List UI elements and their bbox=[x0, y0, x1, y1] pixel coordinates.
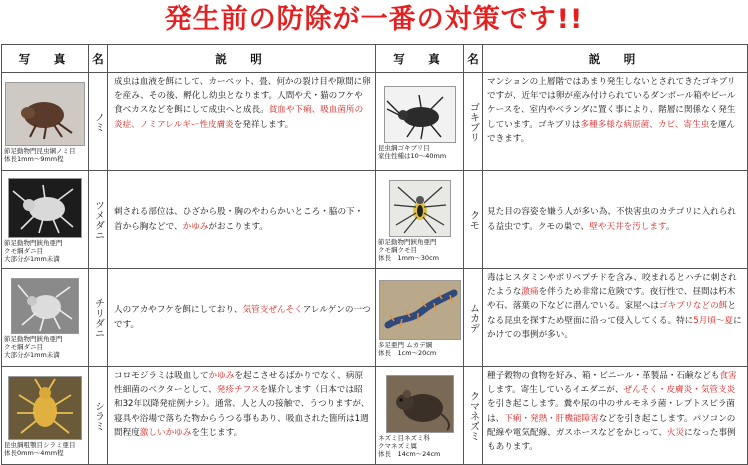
header-desc: 説 明 bbox=[108, 45, 376, 73]
desc-text: を生じます。 bbox=[191, 427, 243, 438]
desc-warning: 火災 bbox=[666, 427, 685, 438]
pest-name: シラミ bbox=[92, 400, 104, 431]
header-name: 名 bbox=[89, 45, 108, 73]
desc-text: になった事例もあります。 bbox=[487, 427, 736, 453]
caption-line: 体長 1mm〜30cm bbox=[378, 253, 439, 262]
desc-text: 刺される部位は、ひざから股・胸のやわらかいところ・脇の下・首から胸などで、 bbox=[114, 207, 364, 232]
desc-text: を伴うため非常に危険です。夜行性で、昼間は朽木や石、落葉の下などに潜んでいる。家屋へは bbox=[487, 287, 736, 312]
desc-cell bbox=[483, 73, 748, 171]
desc-warning: 多種多様な病原菌、カビ、寄生虫 bbox=[580, 119, 710, 130]
desc-text: となる昆虫を探すため壁面に沿って侵入してくる。特に bbox=[487, 301, 736, 326]
caption-line: ネズミ目ネズミ科 bbox=[378, 434, 430, 442]
pest-name: ムカデ bbox=[467, 302, 479, 333]
desc-warning: 5月頃〜夏 bbox=[693, 315, 734, 326]
photo-cell-rat bbox=[376, 367, 464, 465]
name-cell bbox=[464, 73, 483, 171]
table-row bbox=[2, 73, 748, 171]
desc-warning: 激しいかゆみ bbox=[139, 427, 192, 438]
desc-text: にかけての事例が多い。 bbox=[487, 315, 742, 340]
mite-photo bbox=[8, 178, 82, 238]
desc-cell bbox=[108, 171, 376, 269]
pest-name: クマネズミ bbox=[467, 390, 479, 441]
desc-text: を発祥します。 bbox=[233, 119, 294, 130]
name-cell bbox=[89, 73, 108, 171]
caption-line: クモ綱ダニ目 bbox=[4, 343, 43, 351]
photo-cell-flea bbox=[2, 73, 89, 171]
dust-mite-photo bbox=[11, 278, 79, 334]
louse-photo bbox=[8, 376, 82, 440]
pest-name: チリダニ bbox=[92, 297, 104, 338]
caption-line: 体長1mm〜9mm程 bbox=[4, 155, 64, 163]
spider-photo bbox=[389, 180, 451, 237]
caption-line: クマネズミ属 bbox=[378, 442, 417, 450]
desc-warning: かゆみ bbox=[208, 371, 235, 381]
desc-text: がおこります。 bbox=[208, 221, 268, 232]
caption-line: 昆虫綱咀顎目シラミ亜目 bbox=[4, 441, 76, 449]
desc-cell bbox=[483, 171, 748, 269]
caption-line: 体長0mm〜4mm程 bbox=[4, 449, 64, 457]
rat-photo bbox=[386, 375, 454, 433]
name-cell bbox=[464, 171, 483, 269]
desc-text: を引き起こします。糞や尿の中のサルモネラ菌・レプトスピラ菌は、 bbox=[487, 399, 736, 424]
photo-cell-centipede bbox=[376, 269, 464, 367]
caption-line: クモ綱クモ目 bbox=[378, 245, 417, 254]
table-row bbox=[2, 269, 748, 367]
caption-line: 家住性種は10〜40mm bbox=[378, 151, 447, 160]
pest-name: ツメダニ bbox=[92, 199, 104, 240]
table-header-row bbox=[2, 45, 748, 73]
desc-warning: 貧血や下痢、吸血菌所の炎症、ノミアレルギー性皮膚炎 bbox=[114, 105, 364, 130]
caption-line: 大部分が1mm未満 bbox=[4, 351, 60, 359]
header-photo: 写 真 bbox=[2, 45, 89, 73]
desc-warning: 気管支ぜんそく bbox=[242, 305, 303, 316]
photo-cell-spider bbox=[376, 171, 464, 269]
desc-text: 成虫は血液を餌にして、カーペット、畳、何かの裂け目や隙間に卵を産み、その後、孵化し幼虫となります。人間や犬・猫のフケや食べカスなどを餌にして成虫へと成長。 bbox=[114, 77, 371, 116]
desc-text: 見た目の容姿を嫌う人が多い為、不快害虫のカテゴリに入れられる益虫です。クモの巣で、 bbox=[487, 207, 736, 232]
desc-text: マンションの上層階ではあまり発生しないとされてきたゴキブリですが、近年では卵が産み付けられているダンボール箱やビールケースを、室内やベランダに置く事により、階層に関係なく発生しています。ゴキブリは bbox=[487, 77, 736, 130]
pest-name: クモ bbox=[467, 209, 479, 230]
table-row bbox=[2, 171, 748, 269]
desc-text: アレルゲンの一つです。 bbox=[114, 305, 371, 330]
desc-text: を媒介します（日本では昭和32年以降発症例ナシ）。通常、人と人の接触で、うつりますが、寝具や浴場で落ちた物からうつる事もあり、吸血された箇所は1週間程度 bbox=[114, 385, 370, 438]
name-cell bbox=[89, 367, 108, 465]
photo-cell-tsumedani bbox=[2, 171, 89, 269]
cockroach-photo bbox=[384, 86, 456, 143]
desc-text: 種子穀物の食物を好み、箱・ビニール・革製品・石鹸なども bbox=[487, 371, 720, 381]
caption-line: 体長 1cm〜20cm bbox=[378, 349, 437, 357]
name-cell bbox=[89, 269, 108, 367]
caption-line: 節足動物門鋏角亜門 bbox=[4, 239, 63, 247]
pest-name: ゴキブリ bbox=[467, 101, 479, 142]
desc-text: を起こさせるばかりでなく、病原性細菌のベクターとして、 bbox=[114, 371, 364, 396]
centipede-photo bbox=[379, 280, 461, 340]
caption-line: 大部分が1mm未満 bbox=[4, 255, 60, 263]
pest-name: ノミ bbox=[92, 111, 104, 132]
desc-cell bbox=[483, 367, 748, 465]
desc-text: します。寄生しているイエダニが、 bbox=[487, 385, 624, 396]
desc-text: 。 bbox=[665, 221, 675, 232]
header-desc-2: 説 明 bbox=[483, 45, 748, 73]
caption-line: 節足動物門昆虫綱ノミ目 bbox=[4, 147, 76, 155]
photo-cell-louse bbox=[2, 367, 89, 465]
desc-cell bbox=[483, 269, 748, 367]
header-name-2: 名 bbox=[464, 45, 483, 73]
desc-warning: 壁や天井を汚します bbox=[589, 221, 666, 232]
caption-line: 昆虫綱ゴキブリ目 bbox=[378, 143, 430, 152]
photo-cell-cockroach bbox=[376, 73, 464, 171]
header-photo-2: 写 真 bbox=[376, 45, 464, 73]
desc-cell bbox=[108, 269, 376, 367]
pest-table bbox=[1, 44, 748, 465]
desc-warning: ゴキブリなどの餌 bbox=[658, 301, 728, 312]
desc-warning: 発疹チフス bbox=[216, 385, 260, 396]
flea-photo bbox=[5, 82, 85, 146]
desc-text: などを引き起こします。パソコンの配線や電気配線、ガスホースなどをかじって、 bbox=[487, 413, 736, 438]
desc-warning: 食害 bbox=[719, 371, 737, 381]
desc-text: 人のアカやフケを餌にしており、 bbox=[114, 305, 243, 316]
table-row bbox=[2, 367, 748, 465]
desc-warning: 下痢・発熱・肝機能障害 bbox=[504, 413, 599, 424]
desc-warning: 激痛 bbox=[521, 287, 539, 298]
photo-cell-chiridani bbox=[2, 269, 89, 367]
caption-line: 節足動物門鋏角亜門 bbox=[4, 335, 63, 343]
page-title: 発生前の防除が一番の対策です!! bbox=[164, 4, 584, 35]
desc-cell bbox=[108, 367, 376, 465]
caption-line: クモ綱ダニ目 bbox=[4, 247, 43, 255]
name-cell bbox=[464, 367, 483, 465]
name-cell bbox=[89, 171, 108, 269]
caption-line: 多足亜門 ムカデ綱 bbox=[378, 341, 433, 349]
desc-text: 毒はヒスタミンやポリペプチドを含み、咬まれるとハチに刺されたような bbox=[487, 273, 737, 298]
desc-cell bbox=[108, 73, 376, 171]
caption-line: 節足動物門鋏角亜門 bbox=[378, 237, 437, 246]
desc-text: を運んできます。 bbox=[487, 119, 736, 144]
desc-warning: かゆみ bbox=[182, 221, 209, 232]
desc-warning: ぜんそく・皮膚炎・気管支炎 bbox=[623, 385, 736, 396]
desc-text: コロモジラミは吸血して bbox=[114, 371, 209, 381]
name-cell bbox=[464, 269, 483, 367]
caption-line: 体長 14cm〜24cm bbox=[378, 450, 441, 458]
